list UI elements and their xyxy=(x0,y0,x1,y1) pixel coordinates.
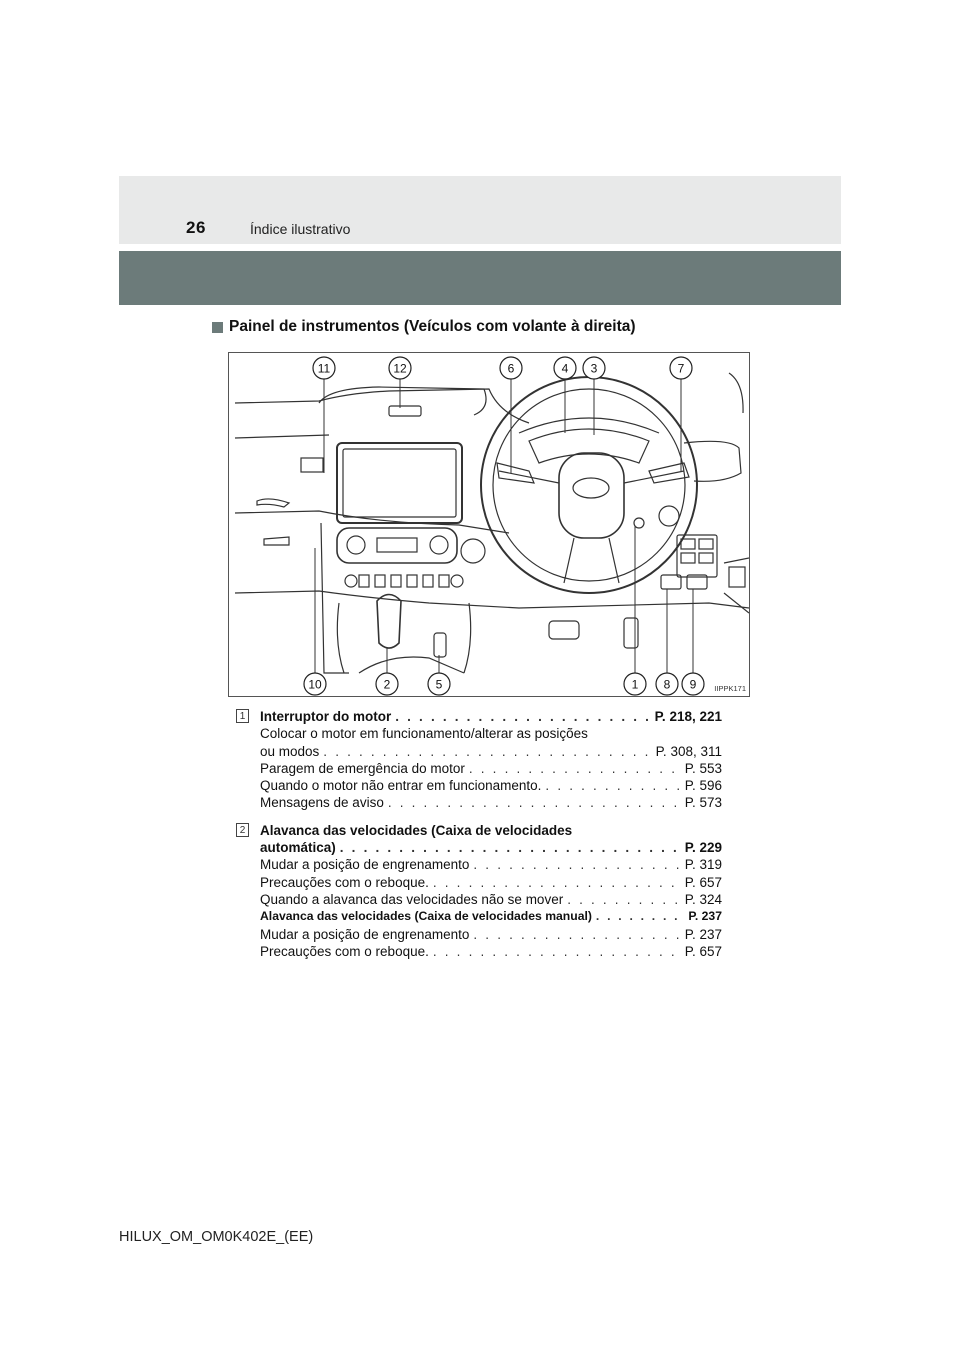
header-dark-band xyxy=(119,251,841,305)
page-ref[interactable]: P. 553 xyxy=(684,760,722,776)
entry-shift-lever xyxy=(236,822,722,960)
callout-4: 4 xyxy=(561,361,569,376)
entry-line: Mudar a posição de engrenamento . . . P. 237 xyxy=(236,926,722,943)
entry-badge: 2 xyxy=(236,823,249,837)
heading-text: Painel de instrumentos (Veículos com volante à direita) xyxy=(229,318,636,335)
entry-title-row xyxy=(236,708,722,725)
entry-line: Mudar a posição de engrenamento . . . P. 319 xyxy=(236,856,722,873)
entry-line: Quando o motor não entrar em funcionamento. . . . P. 596 xyxy=(236,777,722,794)
section-title: Índice ilustrativo xyxy=(250,221,351,237)
page-ref[interactable]: P. 324 xyxy=(684,891,722,907)
entry-title-row xyxy=(236,822,722,839)
entry-list xyxy=(236,708,722,970)
square-bullet-icon xyxy=(212,322,223,333)
entry-line: Paragem de emergência do motor . . . P. 553 xyxy=(236,760,722,777)
page-ref[interactable]: P. 657 xyxy=(684,943,722,959)
callout-12: 12 xyxy=(393,361,407,376)
entry-subtitle-row: Alavanca das velocidades (Caixa de velocidades manual) . . . P. 237 xyxy=(236,908,722,925)
page-ref[interactable]: P. 237 xyxy=(684,926,722,942)
page-ref[interactable]: P. 319 xyxy=(684,857,722,873)
entry-title: Interruptor do motor xyxy=(260,709,392,724)
callout-7: 7 xyxy=(677,361,685,376)
header-band xyxy=(119,176,841,244)
entry-title-row: automática) . . . P. 229 xyxy=(236,839,722,856)
entry-line: ou modos . . . P. 308, 311 xyxy=(236,743,722,760)
callout-6: 6 xyxy=(507,361,515,376)
page-number: 26 xyxy=(186,218,206,237)
callout-1: 1 xyxy=(631,677,639,692)
entry-line: Quando a alavanca das velocidades não se mover . . . P. 324 xyxy=(236,891,722,908)
entry-line: Precauções com o reboque. . . . P. 657 xyxy=(236,943,722,960)
dashboard-illustration xyxy=(228,352,750,697)
entry-title: Alavanca das velocidades (Caixa de velocidades xyxy=(260,822,573,838)
callout-10: 10 xyxy=(308,677,322,692)
entry-line: Colocar o motor em funcionamento/alterar as posições xyxy=(260,726,588,742)
entry-title-page[interactable]: P. 229 xyxy=(684,840,722,856)
entry-line: Precauções com o reboque. . . . P. 657 xyxy=(236,874,722,891)
callout-2: 2 xyxy=(383,677,391,692)
page-ref[interactable]: P. 573 xyxy=(684,795,722,811)
footer-doc-code: HILUX_OM_OM0K402E_(EE) xyxy=(119,1229,314,1245)
entry-engine-switch xyxy=(236,708,722,812)
figure-code: IIPPK171 xyxy=(714,684,746,693)
entry-title-page[interactable]: P. 218, 221 xyxy=(654,709,722,724)
callout-5: 5 xyxy=(435,677,443,692)
page-ref[interactable]: P. 237 xyxy=(688,909,722,924)
callout-3: 3 xyxy=(590,361,598,376)
callout-9: 9 xyxy=(689,677,697,692)
page-ref[interactable]: P. 657 xyxy=(684,874,722,890)
page-ref[interactable]: P. 596 xyxy=(684,778,722,794)
section-heading xyxy=(212,318,636,336)
page-ref[interactable]: P. 308, 311 xyxy=(655,743,722,759)
entry-line: Mensagens de aviso . . . P. 573 xyxy=(236,794,722,811)
entry-badge: 1 xyxy=(236,709,249,723)
callout-11: 11 xyxy=(317,361,331,376)
dashboard-drawing xyxy=(229,353,750,697)
callout-8: 8 xyxy=(663,677,671,692)
